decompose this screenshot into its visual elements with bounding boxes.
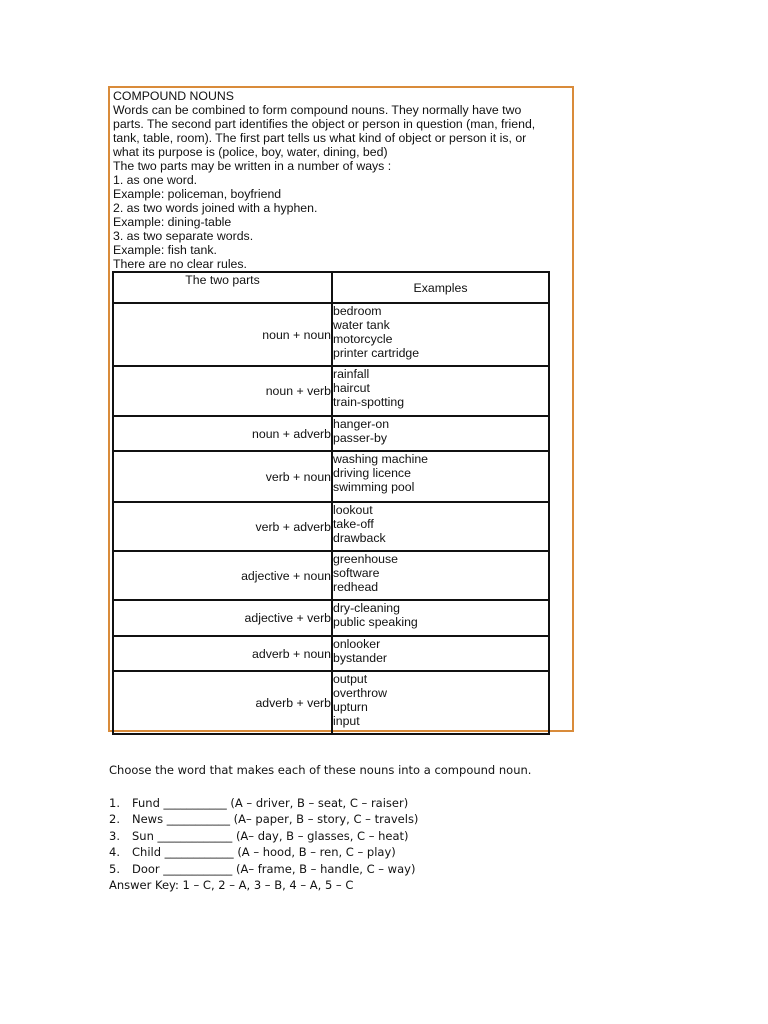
- example-word: driving licence: [333, 466, 411, 480]
- intro-line: what its purpose is (police, boy, water, dining, bed): [113, 145, 388, 159]
- question-number: 4.: [109, 845, 120, 859]
- example-word: public speaking: [333, 615, 418, 629]
- example-word: rainfall: [333, 367, 370, 381]
- example-word: redhead: [333, 580, 379, 594]
- example-word: bedroom: [333, 304, 382, 318]
- quiz-question: [109, 844, 669, 861]
- intro-line: The two parts may be written in a number of ways :: [113, 159, 392, 173]
- intro-line: 1. as one word.: [113, 173, 198, 187]
- compound-nouns-box: [108, 86, 574, 732]
- quiz-question: [109, 861, 669, 878]
- example-word: swimming pool: [333, 480, 415, 494]
- header-examples: Examples: [332, 272, 549, 303]
- compound-nouns-table: [112, 271, 550, 735]
- question-text: News ___________ (A– paper, B – story, C – travels): [132, 812, 419, 826]
- table-row: [113, 416, 549, 451]
- question-number: 5.: [109, 861, 120, 876]
- parts-cell: adjective + noun: [113, 551, 332, 600]
- table-row: [113, 366, 549, 416]
- question-list: [109, 795, 669, 878]
- example-word: overthrow: [333, 686, 387, 700]
- example-word: output: [333, 672, 368, 686]
- question-text: Child ____________ (A – hood, B – ren, C – play): [132, 845, 396, 859]
- question-text: Door ____________ (A– frame, B – handle, C – way): [132, 861, 416, 876]
- intro-line: Example: dining-table: [113, 215, 232, 229]
- table-row: [113, 551, 549, 600]
- example-word: greenhouse: [333, 552, 398, 566]
- quiz-question: [109, 828, 669, 845]
- intro-heading: COMPOUND NOUNS: [113, 89, 234, 103]
- example-word: hanger-on: [333, 417, 390, 431]
- intro-line: Example: fish tank.: [113, 243, 217, 257]
- table-header-row: [113, 272, 549, 303]
- question-number: 2.: [109, 812, 120, 826]
- examples-cell: [332, 416, 549, 451]
- example-word: dry-cleaning: [333, 601, 400, 615]
- examples-cell: [332, 636, 549, 671]
- table-row: [113, 502, 549, 551]
- example-word: onlooker: [333, 637, 381, 651]
- example-word: passer-by: [333, 431, 387, 445]
- intro-line: There are no clear rules.: [113, 257, 247, 271]
- examples-cell: [332, 451, 549, 502]
- examples-cell: [332, 600, 549, 636]
- intro-line: Words can be combined to form compound nouns. They normally have two: [113, 103, 522, 117]
- quiz-section: [109, 762, 669, 894]
- intro-line: 2. as two words joined with a hyphen.: [113, 201, 318, 215]
- example-word: lookout: [333, 503, 373, 517]
- parts-cell: adverb + noun: [113, 636, 332, 671]
- example-word: bystander: [333, 651, 388, 665]
- table-row: [113, 600, 549, 636]
- table-row: [113, 636, 549, 671]
- example-word: software: [333, 566, 380, 580]
- examples-cell: [332, 671, 549, 734]
- table-row: [113, 303, 549, 366]
- table-row: [113, 671, 549, 734]
- examples-cell: [332, 502, 549, 551]
- table-row: [113, 451, 549, 502]
- examples-cell: [332, 366, 549, 416]
- intro-line: tank, table, room). The first part tells us what kind of object or person it is, or: [113, 131, 527, 145]
- parts-cell: noun + noun: [113, 303, 332, 366]
- quiz-question: [109, 795, 669, 812]
- quiz-question: [109, 811, 669, 828]
- example-word: drawback: [333, 531, 386, 545]
- example-word: printer cartridge: [333, 346, 420, 360]
- example-word: take-off: [333, 517, 374, 531]
- quiz-instruction: Choose the word that makes each of these nouns into a compound noun.: [109, 763, 532, 777]
- question-number: 1.: [109, 795, 120, 810]
- intro-text: [113, 89, 568, 271]
- example-word: input: [333, 714, 360, 728]
- parts-cell: adjective + verb: [113, 600, 332, 636]
- example-word: motorcycle: [333, 332, 393, 346]
- header-two-parts: The two parts: [113, 272, 332, 303]
- example-word: upturn: [333, 700, 368, 714]
- intro-line: 3. as two separate words.: [113, 229, 254, 243]
- parts-cell: verb + noun: [113, 451, 332, 502]
- question-number: 3.: [109, 828, 120, 843]
- answer-key: Answer Key: 1 – C, 2 – A, 3 – B, 4 – A, 5 – C: [109, 878, 354, 892]
- question-text: Sun _____________ (A– day, B – glasses, C – heat): [132, 828, 409, 843]
- examples-cell: [332, 303, 549, 366]
- example-word: haircut: [333, 381, 370, 395]
- example-word: train-spotting: [333, 395, 405, 409]
- intro-line: parts. The second part identifies the object or person in question (man, friend,: [113, 117, 536, 131]
- example-word: water tank: [333, 318, 390, 332]
- question-text: Fund ___________ (A – driver, B – seat, C – raiser): [132, 795, 409, 810]
- parts-cell: verb + adverb: [113, 502, 332, 551]
- intro-line: Example: policeman, boyfriend: [113, 187, 282, 201]
- examples-cell: [332, 551, 549, 600]
- example-word: washing machine: [333, 452, 429, 466]
- parts-cell: noun + adverb: [113, 416, 332, 451]
- parts-cell: adverb + verb: [113, 671, 332, 734]
- parts-cell: noun + verb: [113, 366, 332, 416]
